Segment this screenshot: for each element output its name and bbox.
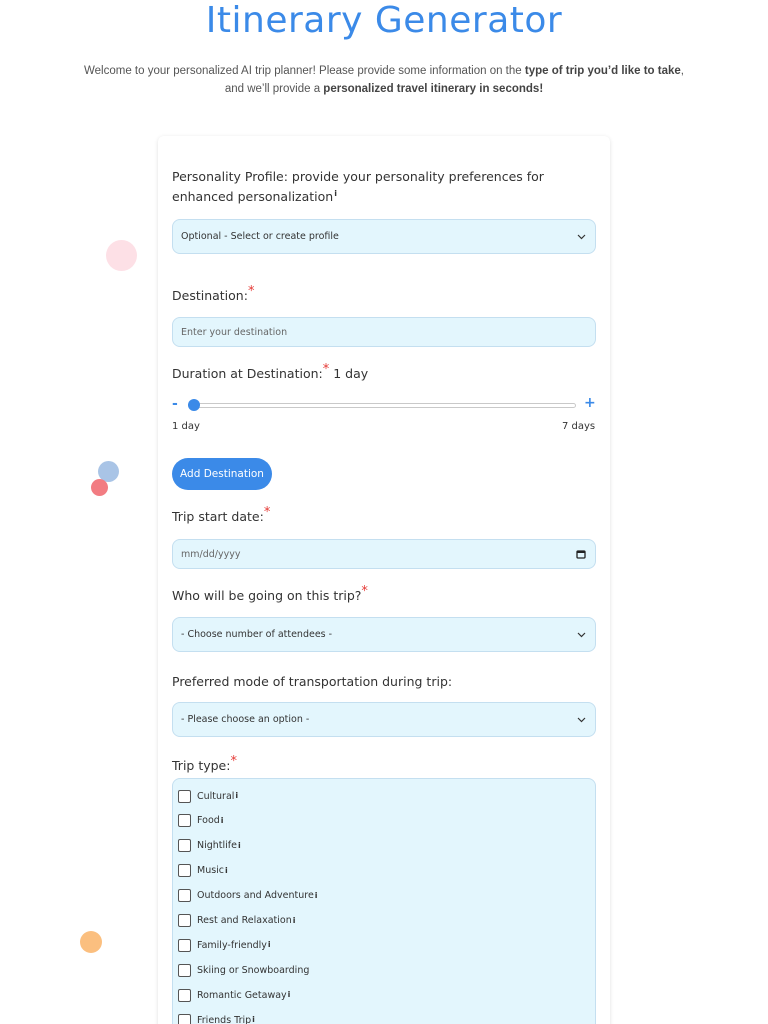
duration-label: [172, 361, 369, 384]
intro-bold-trip-type: type of trip you’d like to take: [524, 65, 681, 77]
trip-type-option[interactable]: Family-friendly i: [178, 937, 271, 953]
required-marker: *: [361, 583, 368, 599]
decorative-dot-pink: [106, 240, 137, 271]
checkbox[interactable]: [178, 790, 191, 803]
trip-type-option-label: Family-friendly: [197, 939, 267, 951]
start-date-placeholder: mm/dd/yyyy: [181, 548, 241, 560]
duration-value: 1 day: [333, 366, 369, 381]
destination-input[interactable]: [172, 317, 596, 347]
checkbox[interactable]: [178, 964, 191, 977]
start-date-label-text: Trip start date:: [172, 509, 264, 524]
trip-type-option-label: Cultural: [197, 790, 235, 802]
calendar-icon[interactable]: [575, 548, 587, 560]
trip-type-option[interactable]: Friends Trip i: [178, 1012, 255, 1024]
trip-type-option[interactable]: Nightlife i: [178, 838, 241, 854]
attendees-selected: - Choose number of attendees -: [181, 629, 333, 640]
chevron-down-icon: [575, 629, 587, 641]
personality-label-line1: Personality Profile: provide your personality preferences for: [172, 169, 544, 184]
trip-type-option[interactable]: Food i: [178, 813, 224, 829]
attendees-label-text: Who will be going on this trip?: [172, 588, 362, 603]
trip-type-option-label: Rest and Relaxation: [197, 915, 292, 926]
start-date-input[interactable]: [172, 539, 596, 569]
transport-selected: - Please choose an option -: [181, 714, 310, 725]
duration-slider-track[interactable]: [188, 403, 576, 408]
trip-type-label: [172, 753, 237, 776]
decorative-dot-orange: [80, 931, 102, 953]
checkbox[interactable]: [178, 914, 191, 927]
trip-type-option[interactable]: [178, 962, 309, 978]
trip-type-option[interactable]: Rest and Relaxation i: [178, 913, 295, 929]
trip-type-option[interactable]: Cultural i: [178, 788, 238, 804]
duration-decrement-button[interactable]: -: [172, 396, 178, 412]
intro-comma: ,: [680, 65, 684, 77]
chevron-down-icon: [575, 231, 587, 243]
start-date-label: [172, 504, 271, 527]
trip-type-option-label: Food: [197, 815, 220, 827]
trip-type-option[interactable]: Outdoors and Adventure i: [178, 888, 318, 904]
checkbox[interactable]: [178, 1014, 191, 1024]
required-marker: *: [263, 504, 271, 520]
personality-profile-label: [172, 167, 592, 207]
checkbox[interactable]: [178, 939, 191, 952]
personality-label-line2: enhanced personalization: [172, 189, 334, 204]
chevron-down-icon: [575, 714, 587, 726]
decorative-dot-red: [91, 479, 108, 496]
trip-type-option-label: Nightlife: [197, 840, 237, 852]
trip-type-option-label: Friends Trip: [197, 1014, 252, 1024]
trip-type-option-label: Skiing or Snowboarding: [197, 964, 310, 976]
trip-type-label-text: Trip type:: [172, 758, 231, 773]
checkbox[interactable]: [178, 864, 191, 877]
trip-type-option-label: Romantic Getaway: [197, 989, 287, 1001]
required-marker: *: [247, 283, 255, 299]
destination-label-text: Destination:: [172, 288, 248, 303]
duration-max-label: 7 days: [562, 421, 596, 432]
personality-profile-selected: Optional - Select or create profile: [181, 231, 339, 242]
page-title: Itinerary Generator: [205, 0, 563, 41]
intro-line2-text: and we’ll provide a: [224, 83, 324, 95]
info-icon[interactable]: i: [334, 188, 337, 198]
trip-type-list: [172, 778, 596, 1024]
checkbox[interactable]: [178, 889, 191, 902]
duration-increment-button[interactable]: +: [584, 395, 596, 411]
intro-text: [0, 62, 768, 98]
trip-type-option-label: Outdoors and Adventure: [197, 890, 314, 902]
checkbox[interactable]: [178, 839, 191, 852]
checkbox[interactable]: [178, 814, 191, 827]
transport-label: Preferred mode of transportation during trip:: [172, 674, 453, 689]
attendees-label: [172, 583, 368, 606]
duration-label-text: Duration at Destination:: [172, 366, 323, 381]
transport-select[interactable]: [172, 702, 596, 737]
duration-slider-thumb[interactable]: [188, 399, 200, 411]
required-marker: *: [230, 753, 237, 769]
checkbox[interactable]: [178, 989, 191, 1002]
trip-type-option-label: Music: [197, 865, 225, 877]
attendees-select[interactable]: [172, 617, 596, 652]
trip-type-option[interactable]: Romantic Getaway i: [178, 987, 290, 1003]
destination-placeholder: Enter your destination: [181, 326, 288, 338]
intro-bold-itinerary: personalized travel itinerary in seconds!: [323, 83, 544, 95]
intro-line1-text: Welcome to your personalized AI trip planner! Please provide some information on the: [84, 65, 525, 77]
trip-type-option[interactable]: Music i: [178, 863, 228, 879]
add-destination-button[interactable]: Add Destination: [172, 458, 272, 490]
required-marker: *: [322, 361, 330, 377]
duration-min-label: 1 day: [172, 421, 200, 432]
personality-profile-select[interactable]: [172, 219, 596, 254]
destination-label: [172, 283, 255, 306]
